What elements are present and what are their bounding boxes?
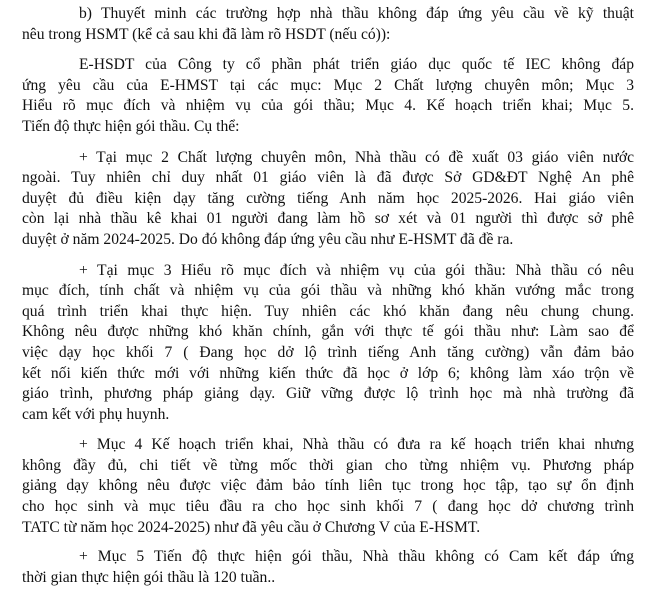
item-3-paragraph [22, 261, 634, 426]
text-line: nêu trong HSMT (kể cả sau khi đã làm rõ HSDT (nếu có)): [22, 25, 391, 43]
text-line: + Mục 4 Kế hoạch triển khai, Nhà thầu có đưa ra kế hoạch triển khai nhưng [79, 436, 634, 454]
text-line: duyệt ở năm 2024-2025. Do đó không đáp ứng yêu cầu như E-HSMT đã đề ra. [22, 230, 514, 248]
text-line: + Mục 5 Tiến độ thực hiện gói thầu, Nhà thầu không có Cam kết đáp ứng [79, 548, 634, 566]
text-line: b) Thuyết minh các trường hợp nhà thầu không đáp ứng yêu cầu về kỹ thuật [79, 5, 634, 22]
text-line: Tiến độ thực hiện gói thầu. Cụ thể: [22, 117, 240, 135]
item-5-paragraph [22, 547, 634, 588]
text-line: mục đích, tính chất và nhiệm vụ của gói thầu và những khó khăn vướng mắc trong [22, 282, 634, 300]
text-line: giảng dạy không nêu được việc đảm bảo tính liên tục trong học tập, tạo sự ổn định [22, 477, 634, 495]
text-line: ngoài. Tuy nhiên chỉ duy nhất 01 giáo viên là đã được Sở GD&ĐT Nghệ An phê [22, 169, 634, 187]
document-body [22, 4, 634, 598]
text-line: E-HSDT của Công ty cổ phần phát triển giáo dục quốc tế IEC không đáp [79, 56, 634, 74]
text-line: quá trình triển khai thực hiện. Tuy nhiên các khó khăn đang nêu chung chung. [22, 302, 634, 320]
text-line: + Tại mục 2 Chất lượng chuyên môn, Nhà thầu có đề xuất 03 giáo viên nước [79, 148, 634, 166]
text-line: TATC từ năm học 2024-2025) như đã yêu cầu ở Chương V của E-HSMT. [22, 518, 481, 536]
text-line: còn lại nhà thầu kê khai 01 người đang làm hồ sơ xét và 01 người thì được sở phê [22, 210, 634, 228]
section-heading-paragraph [22, 4, 634, 45]
text-line: cam kết với phụ huynh. [22, 405, 170, 423]
item-2-paragraph [22, 148, 634, 251]
item-4-paragraph [22, 435, 634, 538]
text-line: Không nêu được những khó khăn chính, gắn với thực tế gói thầu như: Làm sao để [22, 323, 634, 341]
text-line: duyệt đủ điều kiện dạy tăng cường tiếng Anh năm học 2025-2026. Hai giáo viên [22, 189, 634, 207]
text-line: không đầy đủ, chi tiết về từng mốc thời gian cho từng nhiệm vụ. Phương pháp [22, 456, 634, 474]
text-line: giáo trình, phương pháp giảng dạy. Giữ vững được lộ trình học mà nhà trường đã [22, 385, 634, 403]
text-line: việc dạy học khối 7 ( Đang học dở lộ trình tiếng Anh tăng cường) vẫn đảm bảo [22, 343, 634, 361]
text-line: ứng yêu cầu của E-HMST tại các mục: Mục 2 Chất lượng chuyên môn; Mục 3 [22, 76, 634, 94]
text-line: + Tại mục 3 Hiểu rõ mục đích và nhiệm vụ của gói thầu: Nhà thầu có nêu [79, 261, 634, 279]
text-line: kết nối kiến thức mới với những kiến thức đã học ở lớp 6; không làm xáo trộn về [22, 364, 634, 382]
text-line: Hiểu rõ mục đích và nhiệm vụ của gói thầu; Mục 4. Kế hoạch triển khai; Mục 5. [22, 97, 634, 115]
text-line: thời gian thực hiện gói thầu là 120 tuần.. [22, 568, 276, 586]
text-line: cho học sinh và mục tiêu đầu ra cho học sinh khối 7 ( đang học dở chương trình [22, 498, 634, 516]
summary-paragraph [22, 55, 634, 137]
